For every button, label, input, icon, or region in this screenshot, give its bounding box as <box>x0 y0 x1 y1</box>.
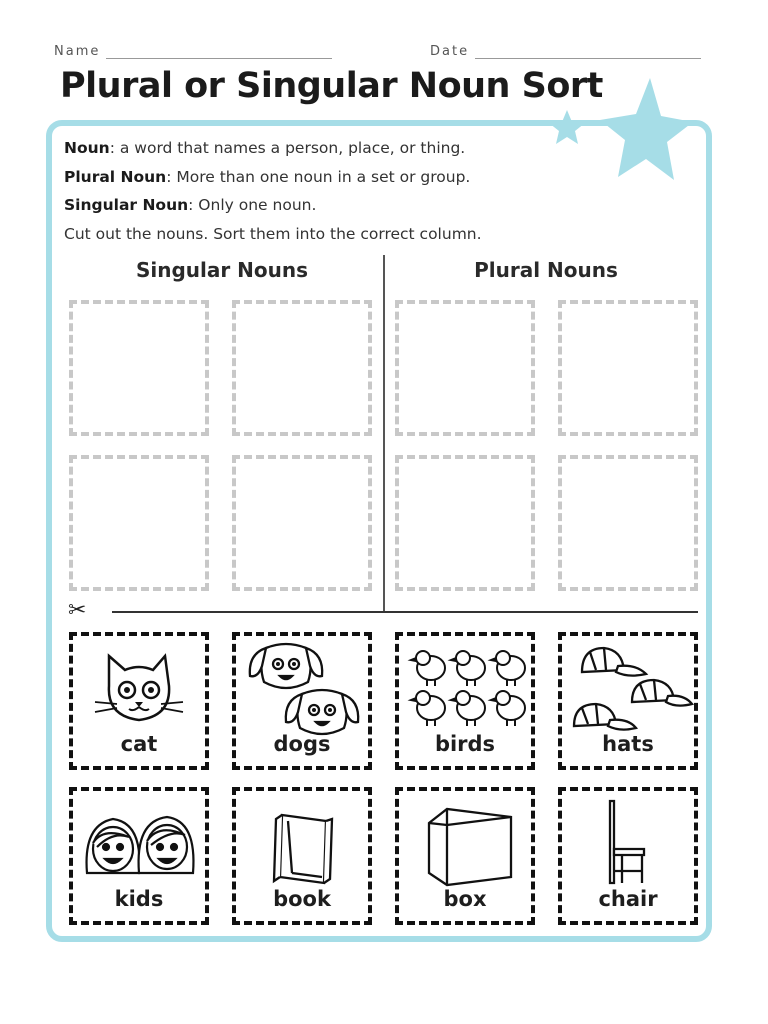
noun-card-dogs[interactable] <box>232 632 372 770</box>
definition-singular: Singular Noun: Only one noun. <box>64 196 317 214</box>
definitions <box>64 134 482 248</box>
noun-card-chair[interactable] <box>558 787 698 925</box>
card-word: cat <box>120 732 158 756</box>
singular-drop-box[interactable] <box>232 300 372 436</box>
noun-card-hats[interactable] <box>558 632 698 770</box>
noun-card-kids[interactable] <box>69 787 209 925</box>
scissors-icon: ✂ <box>68 598 87 623</box>
date-blank[interactable] <box>475 58 701 59</box>
name-blank[interactable] <box>106 58 332 59</box>
noun-card-cat[interactable] <box>69 632 209 770</box>
noun-card-birds[interactable] <box>395 632 535 770</box>
date-label: Date <box>430 44 470 59</box>
noun-card-book[interactable] <box>232 787 372 925</box>
small-star-icon <box>549 110 585 144</box>
card-word: kids <box>114 887 164 911</box>
card-word: birds <box>434 732 496 756</box>
book-icon <box>236 791 368 891</box>
plural-drop-box[interactable] <box>395 455 535 591</box>
cat-icon <box>73 636 205 736</box>
card-word: hats <box>602 732 654 756</box>
kids-icon <box>73 791 205 891</box>
card-word: chair <box>598 887 658 911</box>
page-title: Plural or Singular Noun Sort <box>60 66 603 106</box>
star-decoration-icon <box>545 78 695 188</box>
large-star-icon <box>600 78 693 180</box>
singular-column-heading: Singular Nouns <box>135 258 309 282</box>
definition-noun: Noun: a word that names a person, place, or thing. <box>64 139 466 157</box>
card-word: dogs <box>273 732 331 756</box>
hats-icon <box>562 636 694 736</box>
plural-drop-box[interactable] <box>558 455 698 591</box>
card-word: book <box>273 887 331 911</box>
dogs-icon <box>236 636 368 736</box>
plural-drop-box[interactable] <box>395 300 535 436</box>
column-divider <box>383 255 385 612</box>
date-field[interactable] <box>430 44 701 59</box>
birds-icon <box>399 636 531 736</box>
plural-column-heading: Plural Nouns <box>474 258 618 282</box>
singular-drop-box[interactable] <box>232 455 372 591</box>
chair-icon <box>562 791 694 891</box>
card-word: box <box>443 887 487 911</box>
box-icon <box>399 791 531 891</box>
singular-drop-box[interactable] <box>69 455 209 591</box>
singular-drop-box[interactable] <box>69 300 209 436</box>
cut-line <box>112 611 698 613</box>
name-field[interactable] <box>54 44 332 59</box>
instructions: Cut out the nouns. Sort them into the correct column. <box>64 224 482 243</box>
definition-plural: Plural Noun: More than one noun in a set or group. <box>64 167 471 186</box>
noun-card-box[interactable] <box>395 787 535 925</box>
name-label: Name <box>54 44 101 59</box>
plural-drop-box[interactable] <box>558 300 698 436</box>
